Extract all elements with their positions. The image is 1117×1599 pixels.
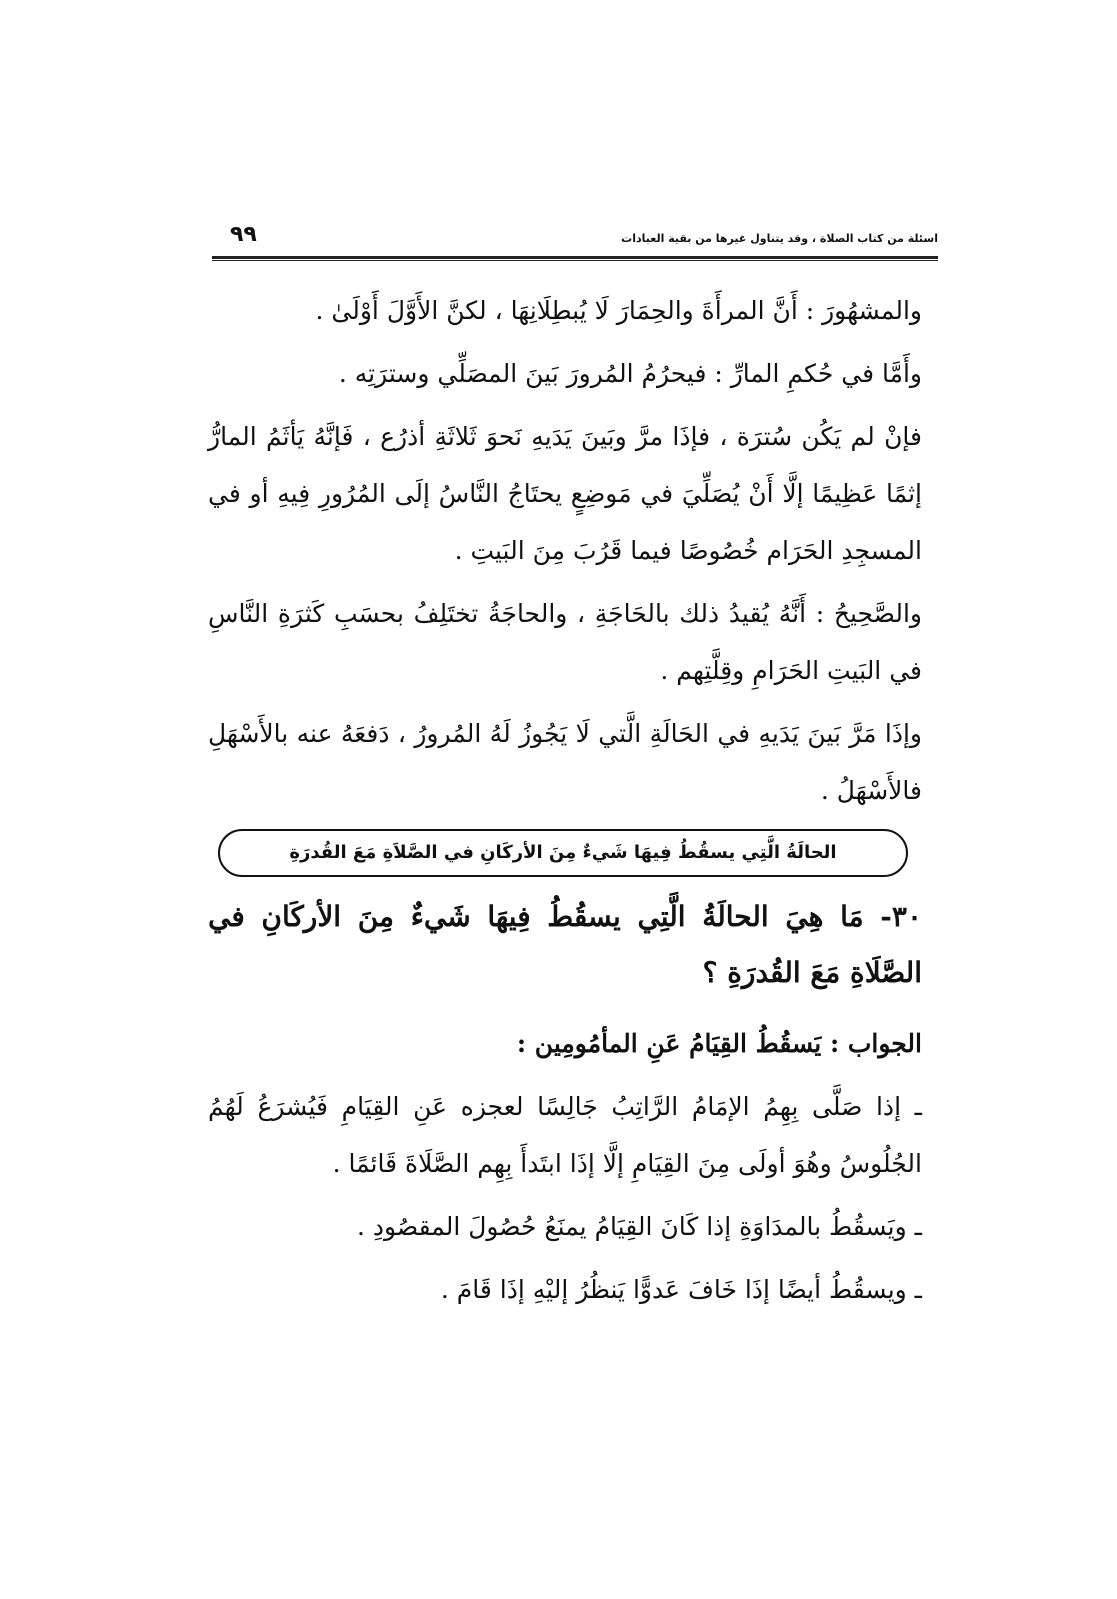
section-heading-box: الحالَةُ الَّتِي يسقُطُ فِيهَا شَيءٌ مِنَ الأركَانِ في الصَّلاَةِ مَعَ القُدرَةِ [218,829,908,877]
page-body [208,282,922,1324]
running-header-title: اسئلة من كتاب الصلاة ، وقد يتناول غيرها من بقية العبادات [621,232,938,245]
answer-item-2: ـ ويَسقُطُ بالمدَاوَةِ إذا كَانَ القِيَامُ يمنَعُ حُصُولَ المقصُودِ . [356,1212,922,1241]
answer-item-1: ـ إذا صَلَّى بِهِمُ الإمَامُ الرَّاتِبُ جَالِسًا لعجزه عَنِ القِيَامِ فَيُشرَعُ لَهُمُ الجُلُوسُ وهُوَ أولَى مِنَ القِيَامِ إلَّا إذَا ابتَدأَ بِهِم الصَّلَاةَ قَائمًا . [208,1092,922,1178]
paragraph-4: والصَّحِيحُ : أَنَّهُ يُقيدُ ذلك بالحَاجَةِ ، والحاجَةُ تختَلِفُ بحسَبِ كَثرَةِ النَّاسِ في البَيتِ الحَرَامِ وقِلَّتِهم . [208,599,922,685]
paragraph-3: فإنْ لم يَكُن سُترَة ، فإذَا مرَّ وبَينَ يَدَيهِ نَحوَ ثَلاثَةِ أذرُع ، فَإنَّهُ يَأثَمُ المارُّ إثمًا عَظِيمًا إلَّا أَنْ يُصَلِّيَ في مَوضِعٍ يحتَاجُ النَّاسُ إلَى المُرُورِ فِيهِ أو في المسجِدِ الحَرَام خُصُوصًا فيما قَرُبَ مِنَ البَيتِ . [208,422,922,565]
paragraph-5: وإذَا مَرَّ بَينَ يَدَيهِ في الحَالَةِ الَّتي لَا يَجُوزُ لَهُ المُرورُ ، دَفعَهُ عنه بالأَسْهَلِ فالأَسْهَلُ . [208,719,922,805]
header-divider [212,256,938,261]
question-30: ٣٠- مَا هِيَ الحالَةُ الَّتِي يسقُطُ فِيهَا شَيءٌ مِنَ الأركَانِ في الصَّلَاةِ مَعَ القُدرَةِ ؟ [208,900,922,989]
page-header [212,222,938,256]
answer-item-3: ـ ويسقُطُ أيضًا إذَا خَافَ عَدوًّا يَنظُرُ إليْهِ إذَا قَامَ . [440,1275,922,1304]
page-number: ٩٩ [230,222,257,247]
paragraph-2: وأَمَّا في حُكمِ المارِّ : فيحرُمُ المُرورَ بَينَ المصَلِّي وسترَتِه . [338,359,922,388]
answer-heading: الجواب : يَسقُطُ القِيَامُ عَنِ المأمُومِين : [516,1029,922,1058]
paragraph-1: والمشهُورَ : أَنَّ المرأَةَ والحِمَارَ لَا يُبطِلَانِهَا ، لكنَّ الأَوَّلَ أَوْلَىٰ . [315,296,922,325]
